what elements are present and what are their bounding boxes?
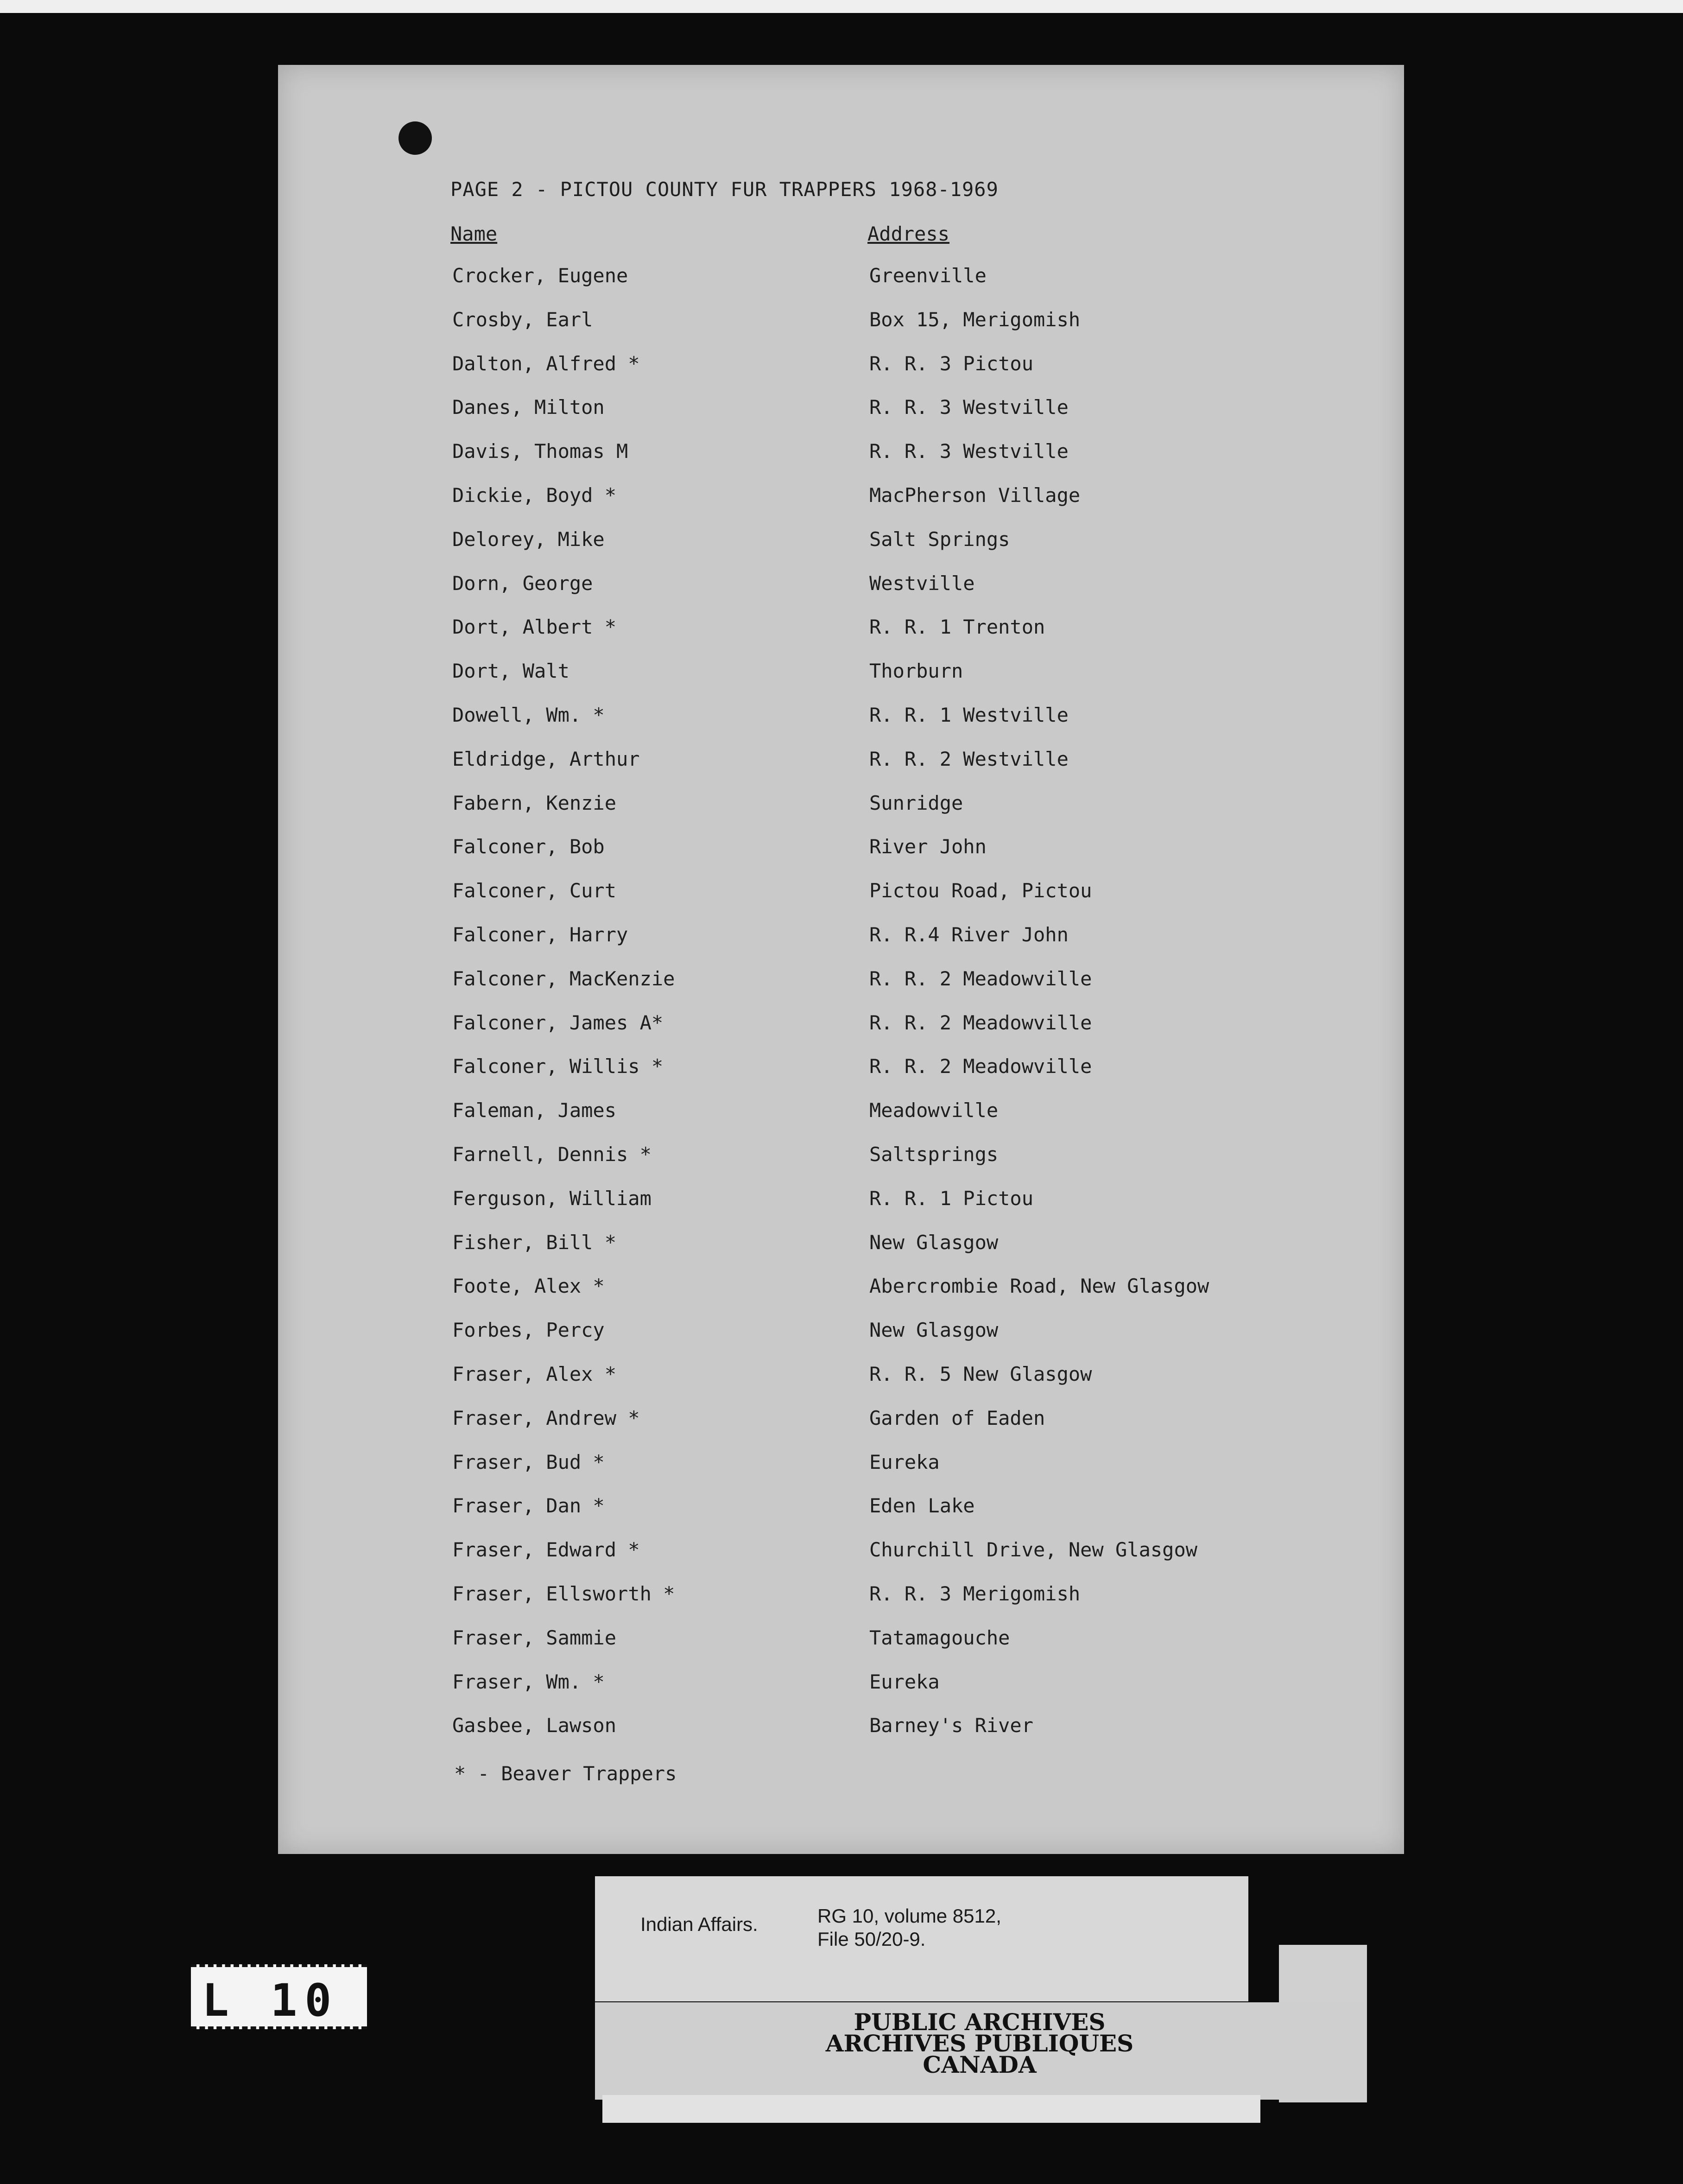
trapper-name: Ferguson, William (452, 1187, 652, 1210)
archives-stamp (595, 2002, 1364, 2100)
table-row (278, 967, 1404, 1011)
footnote: * - Beaver Trappers (454, 1762, 677, 1785)
trapper-name: Fraser, Wm. * (452, 1670, 605, 1693)
trapper-address: R. R. 3 Merigomish (869, 1582, 1081, 1605)
table-row (278, 1582, 1404, 1626)
trapper-address: R. R. 2 Meadowville (869, 1055, 1092, 1078)
reference-record-group: RG 10, volume 8512, (817, 1905, 1001, 1927)
trapper-name: Dort, Walt (452, 660, 569, 683)
trapper-name: Crocker, Eugene (452, 264, 628, 287)
trapper-address: Pictou Road, Pictou (869, 879, 1092, 902)
trapper-name: Dort, Albert * (452, 616, 617, 639)
table-row (278, 879, 1404, 923)
trapper-address: Eureka (869, 1670, 940, 1693)
table-row (278, 1626, 1404, 1670)
trapper-address: R. R. 2 Westville (869, 747, 1069, 770)
table-row (278, 792, 1404, 836)
trapper-name: Dorn, George (452, 571, 593, 595)
trapper-address: River John (869, 835, 987, 858)
table-row (278, 1670, 1404, 1714)
trapper-list (278, 264, 1404, 1758)
trapper-address: R. R.4 River John (869, 923, 1069, 946)
table-row (278, 440, 1404, 484)
reference-agency: Indian Affairs. (640, 1913, 758, 1935)
trapper-address: Thorburn (869, 660, 963, 683)
trapper-address: R. R. 1 Trenton (869, 616, 1045, 639)
table-row (278, 396, 1404, 440)
trapper-address: Churchill Drive, New Glasgow (869, 1538, 1198, 1562)
trapper-address: Abercrombie Road, New Glasgow (869, 1275, 1209, 1298)
table-row (278, 1319, 1404, 1363)
trapper-name: Fraser, Sammie (452, 1626, 617, 1649)
trapper-name: Crosby, Earl (452, 308, 593, 331)
trapper-name: Foote, Alex * (452, 1275, 605, 1298)
trapper-address: R. R. 2 Meadowville (869, 967, 1092, 990)
table-row (278, 1538, 1404, 1582)
trapper-address: New Glasgow (869, 1319, 999, 1342)
reference-label (595, 1876, 1248, 2001)
table-row (278, 660, 1404, 704)
table-row (278, 572, 1404, 616)
table-row (278, 1187, 1404, 1231)
trapper-address: Sunridge (869, 791, 963, 814)
trapper-name: Gasbee, Lawson (452, 1714, 617, 1737)
trapper-name: Fraser, Alex * (452, 1362, 617, 1385)
trapper-address: Barney's River (869, 1714, 1034, 1737)
table-row (278, 484, 1404, 528)
punch-hole (399, 121, 432, 155)
trapper-name: Falconer, MacKenzie (452, 967, 675, 990)
table-row (278, 1451, 1404, 1495)
table-row (278, 528, 1404, 572)
table-row (278, 1407, 1404, 1451)
archives-line-3: CANADA (923, 2051, 1037, 2078)
table-row (278, 1494, 1404, 1538)
trapper-name: Forbes, Percy (452, 1319, 605, 1342)
table-row (278, 748, 1404, 792)
trapper-address: R. R. 1 Pictou (869, 1187, 1034, 1210)
table-row (278, 1011, 1404, 1055)
trapper-address: Westville (869, 571, 975, 595)
trapper-name: Danes, Milton (452, 396, 605, 419)
trapper-address: Salt Springs (869, 527, 1010, 551)
trapper-name: Fisher, Bill * (452, 1231, 617, 1254)
frame-number-label (191, 1964, 367, 2029)
trapper-address: Meadowville (869, 1099, 999, 1122)
document-page (278, 65, 1404, 1854)
frame-number: L 10 (202, 1974, 339, 2026)
table-row (278, 1231, 1404, 1275)
table-row (278, 616, 1404, 660)
table-row (278, 1714, 1404, 1758)
trapper-name: Faleman, James (452, 1099, 617, 1122)
trapper-name: Falconer, Bob (452, 835, 605, 858)
column-header-address: Address (867, 222, 950, 245)
trapper-name: Fraser, Bud * (452, 1450, 605, 1473)
table-row (278, 1363, 1404, 1407)
trapper-name: Falconer, Willis * (452, 1055, 664, 1078)
trapper-name: Falconer, Harry (452, 923, 628, 946)
document-title: PAGE 2 - PICTOU COUNTY FUR TRAPPERS 1968-1969 (450, 178, 999, 201)
table-row (278, 352, 1404, 396)
trapper-address: R. R. 3 Westville (869, 440, 1069, 463)
table-row (278, 923, 1404, 967)
trapper-address: R. R. 3 Westville (869, 396, 1069, 419)
table-row (278, 1055, 1404, 1099)
trapper-address: Tatamagouche (869, 1626, 1010, 1649)
table-row (278, 1099, 1404, 1143)
column-header-name: Name (450, 222, 498, 245)
trapper-address: MacPherson Village (869, 483, 1081, 507)
trapper-address: Garden of Eaden (869, 1406, 1045, 1429)
trapper-name: Delorey, Mike (452, 527, 605, 551)
trapper-name: Dickie, Boyd * (452, 483, 617, 507)
trapper-address: Greenville (869, 264, 987, 287)
film-top-edge (0, 0, 1683, 13)
table-row (278, 1143, 1404, 1187)
trapper-address: R. R. 3 Pictou (869, 352, 1034, 375)
table-row (278, 308, 1404, 352)
archives-line-2: ARCHIVES PUBLIQUES (825, 2030, 1134, 2057)
trapper-name: Fraser, Dan * (452, 1494, 605, 1517)
trapper-address: Eureka (869, 1450, 940, 1473)
trapper-name: Fabern, Kenzie (452, 791, 617, 814)
reference-file: File 50/20-9. (817, 1928, 926, 1950)
trapper-address: R. R. 5 New Glasgow (869, 1362, 1092, 1385)
trapper-name: Dowell, Wm. * (452, 703, 605, 726)
label-bottom-strip (602, 2095, 1260, 2123)
trapper-address: Eden Lake (869, 1494, 975, 1517)
trapper-address: R. R. 2 Meadowville (869, 1011, 1092, 1034)
trapper-address: Box 15, Merigomish (869, 308, 1081, 331)
trapper-address: R. R. 1 Westville (869, 703, 1069, 726)
trapper-name: Fraser, Edward * (452, 1538, 640, 1562)
archives-line-1: PUBLIC ARCHIVES (854, 2008, 1106, 2036)
trapper-name: Eldridge, Arthur (452, 747, 640, 770)
table-row (278, 1275, 1404, 1319)
trapper-name: Falconer, James A* (452, 1011, 664, 1034)
trapper-name: Fraser, Andrew * (452, 1406, 640, 1429)
trapper-name: Farnell, Dennis * (452, 1143, 652, 1166)
table-row (278, 264, 1404, 308)
trapper-name: Dalton, Alfred * (452, 352, 640, 375)
trapper-name: Davis, Thomas M (452, 440, 628, 463)
trapper-name: Falconer, Curt (452, 879, 617, 902)
table-row (278, 704, 1404, 748)
trapper-address: Saltsprings (869, 1143, 999, 1166)
table-row (278, 835, 1404, 879)
trapper-address: New Glasgow (869, 1231, 999, 1254)
trapper-name: Fraser, Ellsworth * (452, 1582, 675, 1605)
